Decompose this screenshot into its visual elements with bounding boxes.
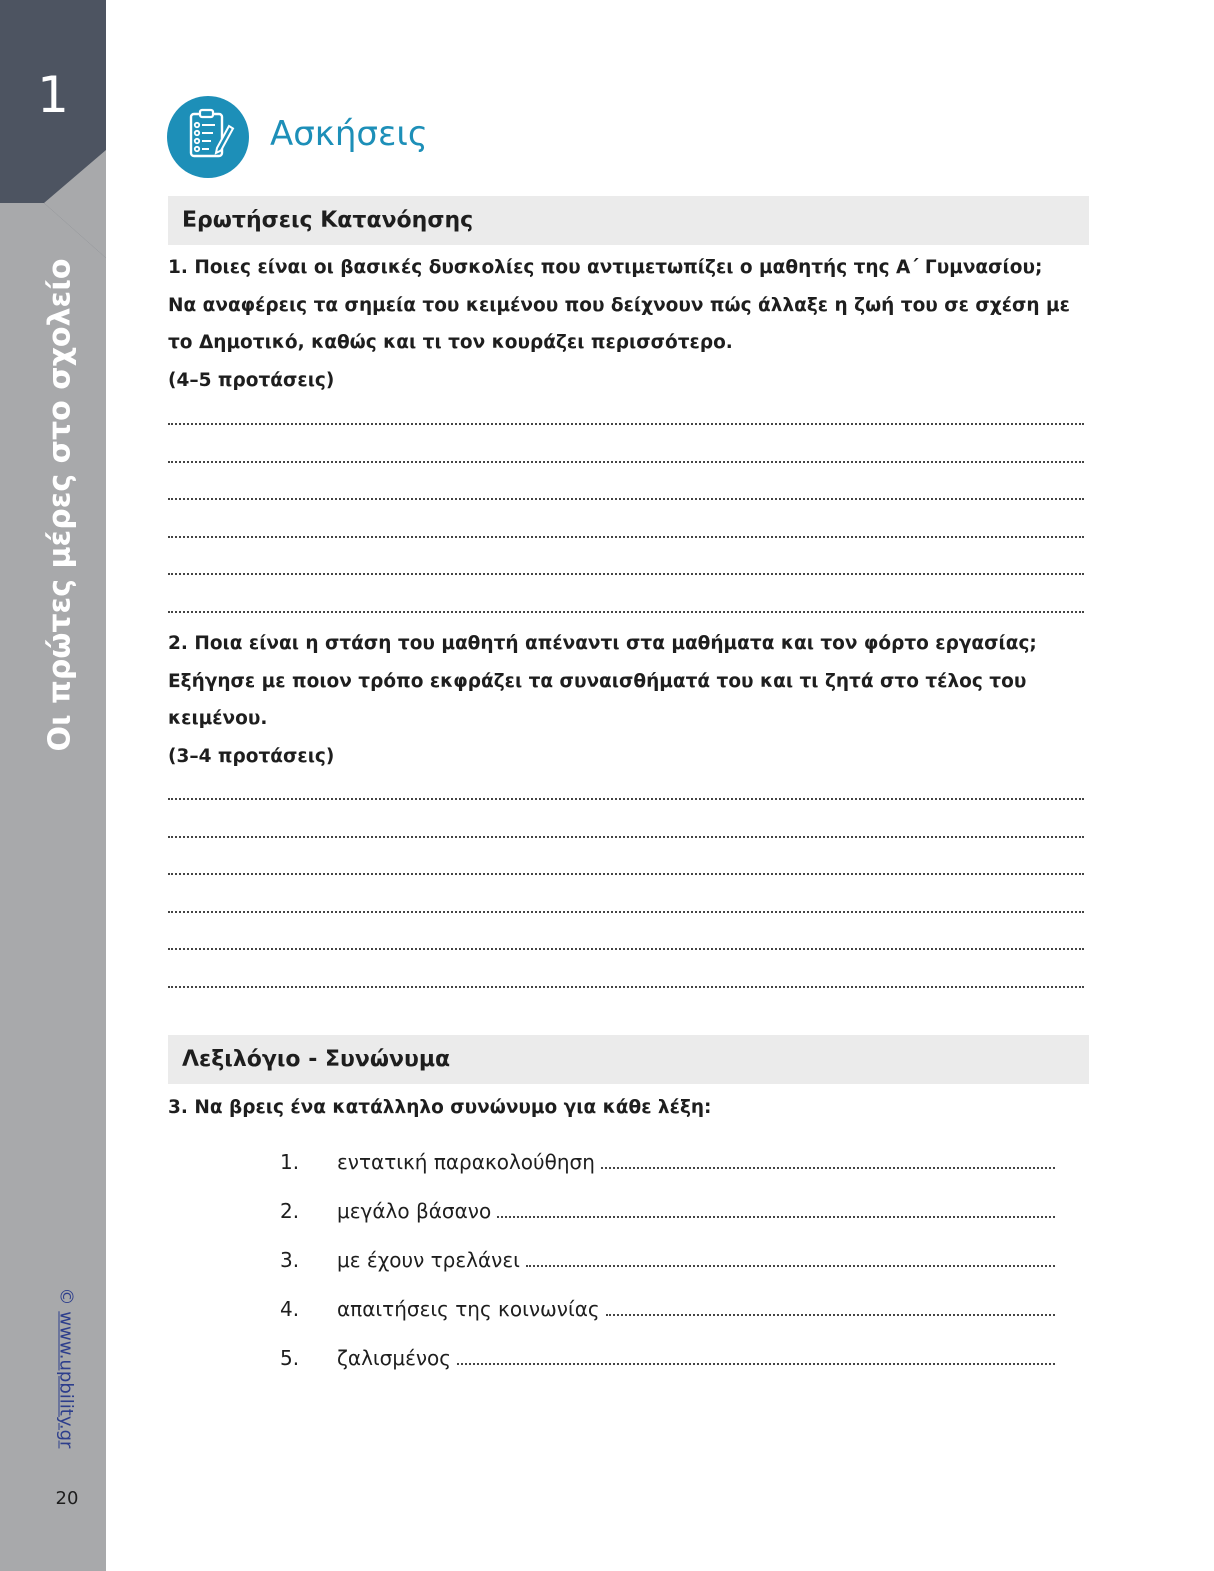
answer-line[interactable] xyxy=(168,873,1084,875)
answer-blank[interactable] xyxy=(606,1314,1055,1316)
question-1-length-hint: (4–5 προτάσεις) xyxy=(168,369,335,391)
question-2-line: Εξήγησε με ποιον τρόπο εκφράζει τα συναισθήματά του και τι ζητά στο τέλος του xyxy=(168,670,1027,692)
list-item xyxy=(280,1183,1055,1223)
question-1-line: το Δημοτικό, καθώς και τι τον κουράζει περισσότερο. xyxy=(168,332,733,353)
page-number: 20 xyxy=(55,1488,79,1509)
item-word: με έχουν τρελάνει xyxy=(337,1248,520,1272)
question-3-prompt: 3. Να βρεις ένα κατάλληλο συνώνυμο για κάθε λέξη: xyxy=(168,1097,712,1118)
answer-line[interactable] xyxy=(168,948,1084,950)
list-item xyxy=(280,1281,1055,1321)
item-number: 2. xyxy=(280,1199,300,1223)
checklist-icon xyxy=(167,96,249,178)
answer-blank[interactable] xyxy=(601,1167,1055,1169)
item-word: μεγάλο βάσανο xyxy=(337,1199,492,1223)
answer-line[interactable] xyxy=(168,911,1084,913)
question-2-line: 2. Ποια είναι η στάση του μαθητή απέναντι στα μαθήματα και τον φόρτο εργασίας; xyxy=(168,633,1037,654)
list-item xyxy=(280,1232,1055,1272)
question-2-line: κειμένου. xyxy=(168,708,268,729)
question-1 xyxy=(168,249,1088,399)
copyright-symbol: © xyxy=(55,1287,77,1306)
answer-line[interactable] xyxy=(168,836,1084,838)
answer-line[interactable] xyxy=(168,461,1084,463)
question-1-line: Να αναφέρεις τα σημεία του κειμένου που δείχνουν πώς άλλαξε η ζωή του σε σχέση με xyxy=(168,294,1070,316)
question-2-length-hint: (3–4 προτάσεις) xyxy=(168,745,335,767)
answer-blank[interactable] xyxy=(457,1363,1055,1365)
item-number: 1. xyxy=(280,1150,300,1174)
question-2 xyxy=(168,625,1088,775)
section-header-vocabulary: Λεξιλόγιο - Συνώνυμα xyxy=(168,1035,1089,1084)
page-title: Ασκήσεις xyxy=(270,114,428,154)
answer-line[interactable] xyxy=(168,423,1084,425)
chapter-number: 1 xyxy=(37,66,69,124)
item-number: 3. xyxy=(280,1248,300,1272)
answer-line[interactable] xyxy=(168,611,1084,613)
chapter-tab xyxy=(0,0,106,260)
list-item xyxy=(280,1134,1055,1174)
list-item xyxy=(280,1330,1055,1370)
section-header-comprehension: Ερωτήσεις Κατανόησης xyxy=(168,196,1089,245)
answer-line[interactable] xyxy=(168,573,1084,575)
chapter-title: Οι πρώτες μέρες στο σχολείο xyxy=(42,258,78,752)
answer-line[interactable] xyxy=(168,536,1084,538)
item-word: ζαλισμένος xyxy=(337,1346,452,1370)
question-1-line: 1. Ποιες είναι οι βασικές δυσκολίες που αντιμετωπίζει ο μαθητής της Α΄ Γυμνασίου; xyxy=(168,257,1043,278)
answer-line[interactable] xyxy=(168,798,1084,800)
item-word: εντατική παρακολούθηση xyxy=(337,1150,595,1174)
answer-blank[interactable] xyxy=(497,1216,1055,1218)
website-link[interactable]: www.upbility.gr xyxy=(55,1311,77,1449)
copyright-notice xyxy=(56,1288,77,1449)
answer-blank[interactable] xyxy=(526,1265,1055,1267)
item-number: 5. xyxy=(280,1346,300,1370)
question-3 xyxy=(168,1089,1088,1127)
answer-line[interactable] xyxy=(168,498,1084,500)
item-number: 4. xyxy=(280,1297,300,1321)
answer-line[interactable] xyxy=(168,986,1084,988)
item-word: απαιτήσεις της κοινωνίας xyxy=(337,1297,600,1321)
